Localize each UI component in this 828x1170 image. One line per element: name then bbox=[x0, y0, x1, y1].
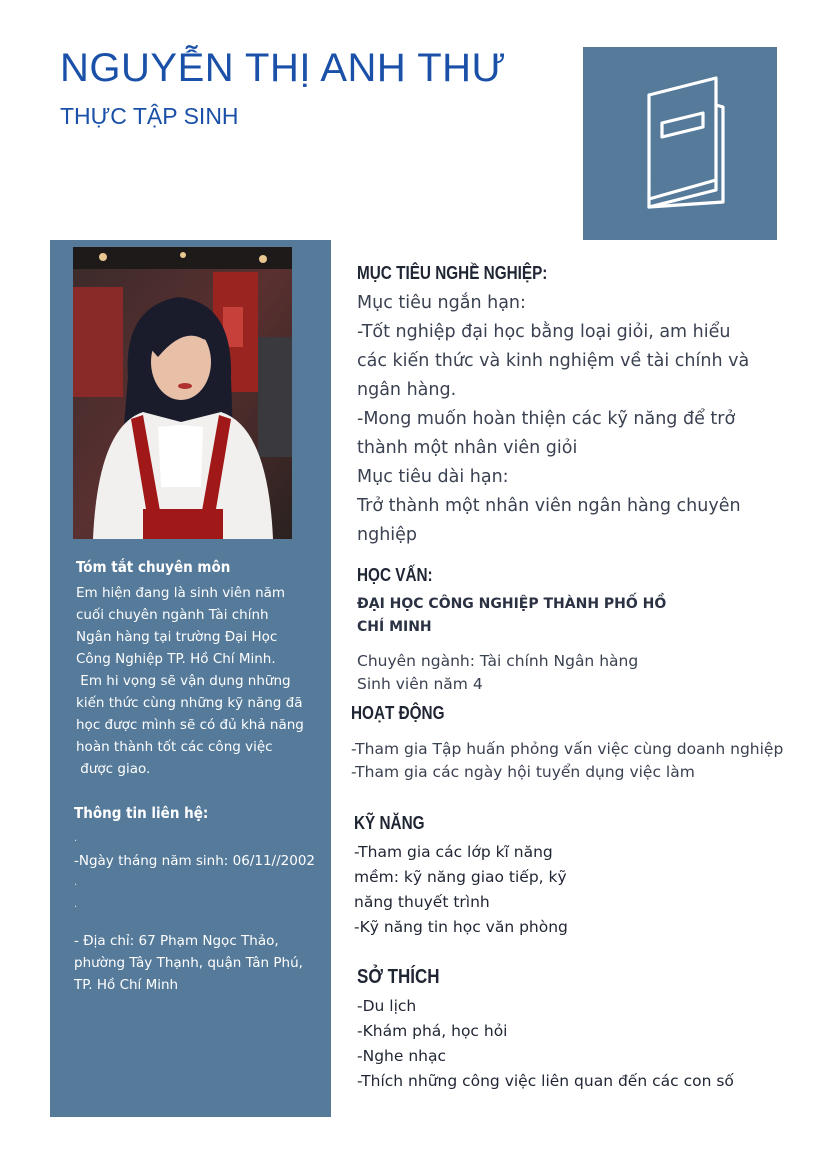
contact-dot: . bbox=[74, 899, 78, 910]
objective-text bbox=[357, 289, 749, 550]
education-year: Sinh viên năm 4 bbox=[357, 675, 483, 693]
objective-line: Mục tiêu dài hạn: bbox=[357, 467, 509, 487]
objective-line: các kiến thức và kinh nghiệm về tài chính và bbox=[357, 351, 750, 371]
hobby-line: -Du lịch bbox=[357, 997, 417, 1015]
contact-dot: . bbox=[74, 877, 78, 888]
summary-line: Em hi vọng sẽ vận dụng những bbox=[76, 673, 291, 689]
objective-line: Trở thành một nhân viên ngân hàng chuyên bbox=[357, 496, 741, 516]
hobby-line: -Thích những công việc liên quan đến các con số bbox=[357, 1072, 734, 1090]
activity-line: -Tham gia các ngày hội tuyển dụng việc làm bbox=[351, 763, 695, 781]
summary-line: cuối chuyên ngành Tài chính bbox=[76, 607, 269, 623]
skill-line: -Tham gia các lớp kĩ năng bbox=[354, 843, 553, 861]
hobbies-heading: SỞ THÍCH bbox=[357, 966, 440, 988]
contact-address-line: phường Tây Thạnh, quận Tân Phú, bbox=[74, 955, 303, 971]
contact-birth: -Ngày tháng năm sinh: 06/11//2002 bbox=[74, 853, 315, 869]
school-line: ĐẠI HỌC CÔNG NGHIỆP THÀNH PHỐ HỒ bbox=[357, 596, 667, 612]
activities-heading: HOẠT ĐỘNG bbox=[351, 703, 445, 723]
hobbies-text bbox=[357, 994, 734, 1094]
education-heading: HỌC VẤN: bbox=[357, 565, 433, 585]
activities-text bbox=[351, 738, 783, 784]
objective-line: nghiệp bbox=[357, 525, 418, 545]
contact-dot: . bbox=[74, 833, 78, 844]
education-major: Chuyên ngành: Tài chính Ngân hàng bbox=[357, 652, 639, 670]
summary-heading: Tóm tắt chuyên môn bbox=[76, 558, 231, 576]
skill-line: mềm: kỹ năng giao tiếp, kỹ bbox=[354, 868, 567, 886]
header-icon-box bbox=[583, 47, 777, 240]
hobby-line: -Nghe nhạc bbox=[357, 1047, 446, 1065]
hobby-line: -Khám phá, học hỏi bbox=[357, 1022, 508, 1040]
objective-line: thành một nhân viên giỏi bbox=[357, 438, 578, 458]
summary-line: kiến thức cùng những kỹ năng đã bbox=[76, 695, 303, 711]
objective-line: ngân hàng. bbox=[357, 380, 457, 400]
activity-line: -Tham gia Tập huấn phỏng vấn việc cùng doanh nghiệp bbox=[351, 740, 784, 758]
summary-line: Công Nghiệp TP. Hồ Chí Minh. bbox=[76, 651, 276, 667]
objective-heading: MỤC TIÊU NGHỀ NGHIỆP: bbox=[357, 263, 548, 283]
education-details bbox=[357, 650, 638, 696]
summary-text bbox=[76, 582, 304, 780]
school-line: CHÍ MINH bbox=[357, 619, 432, 635]
summary-line: hoàn thành tốt các công việc bbox=[76, 739, 273, 755]
skill-line: năng thuyết trình bbox=[354, 893, 490, 911]
contact-info bbox=[74, 828, 324, 996]
contact-heading: Thông tin liên hệ: bbox=[74, 804, 209, 822]
profile-photo bbox=[73, 247, 292, 539]
summary-line: học được mình sẽ có đủ khả năng bbox=[76, 717, 304, 733]
skills-heading: KỸ NĂNG bbox=[354, 813, 425, 833]
objective-line: -Mong muốn hoàn thiện các kỹ năng để trở bbox=[357, 409, 736, 429]
contact-address-line: - Địa chỉ: 67 Phạm Ngọc Thảo, bbox=[74, 933, 279, 949]
candidate-name: NGUYỄN THỊ ANH THƯ bbox=[60, 46, 507, 90]
objective-line: -Tốt nghiệp đại học bằng loại giỏi, am hiểu bbox=[357, 322, 731, 342]
summary-line: được giao. bbox=[76, 761, 151, 777]
contact-address-line: TP. Hồ Chí Minh bbox=[74, 977, 179, 993]
contact-spacer bbox=[74, 916, 324, 930]
summary-line: Em hiện đang là sinh viên năm bbox=[76, 585, 286, 601]
candidate-role: THỰC TẬP SINH bbox=[60, 103, 239, 129]
summary-line: Ngân hàng tại trường Đại Học bbox=[76, 629, 278, 645]
education-school bbox=[357, 593, 666, 639]
skills-text bbox=[354, 840, 568, 940]
book-icon bbox=[583, 47, 777, 240]
skill-line: -Kỹ năng tin học văn phòng bbox=[354, 918, 568, 936]
objective-line: Mục tiêu ngắn hạn: bbox=[357, 293, 526, 313]
